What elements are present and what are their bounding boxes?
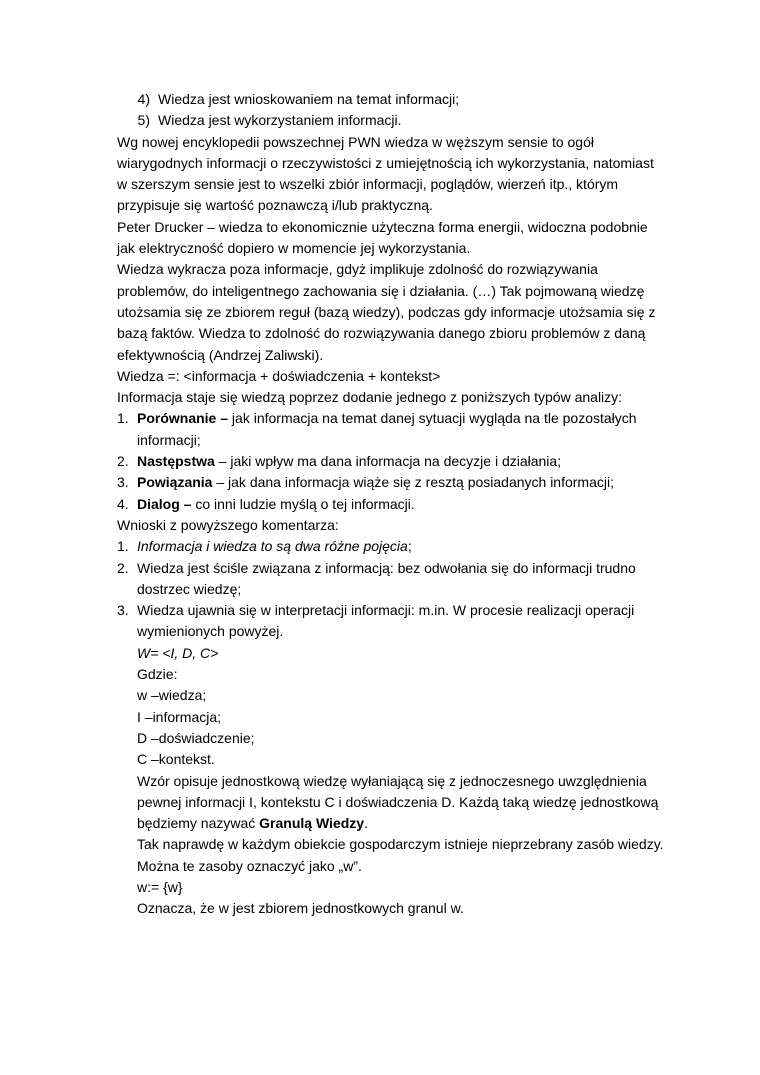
granule-suffix: . [364, 815, 368, 832]
conclusion-text: Wiedza ujawnia się w interpretacji informacji: m.in. W procesie realizacji operacji [137, 602, 635, 619]
list-number: 4. [117, 495, 129, 512]
paragraph-line: wiarygodnych informacji o rzeczywistości z umiejętnością ich wykorzystania, natomiast [117, 154, 654, 171]
conclusion-item [117, 600, 677, 621]
conclusion-continuation: dostrzec wiedzę; [137, 580, 242, 597]
paragraph-line: efektywnością (Andrzej Zaliwski). [117, 346, 324, 363]
list-item [117, 89, 677, 110]
definition-line: D –doświadczenie; [137, 729, 255, 746]
analysis-term: Dialog – [137, 495, 192, 512]
granule-line [117, 813, 677, 834]
list-text: Wiedza jest wykorzystaniem informacji. [158, 112, 402, 129]
analysis-item-continuation: informacji; [137, 431, 201, 448]
list-number: 1. [117, 538, 129, 555]
definition-line: I –informacja; [137, 708, 222, 725]
analysis-text: – jak dana informacja wiąże się z resztą posiadanych informacji; [212, 474, 614, 491]
list-number: 4) [137, 91, 150, 107]
conclusion-text: Wiedza jest ściśle związana z informacją: bez odwołania się do informacji trudno [137, 559, 636, 576]
conclusion-text: Informacja i wiedza to są dwa różne pojęcia [137, 538, 408, 555]
knowledge-formula: Wiedza =: <informacja + doświadczenia + kontekst> [117, 367, 441, 384]
analysis-item [117, 472, 677, 493]
list-number: 5) [137, 112, 150, 129]
list-item [117, 110, 677, 131]
analysis-item [117, 494, 677, 515]
conclusion-item [117, 536, 677, 557]
conclusion-continuation: wymienionych powyżej. [137, 623, 284, 640]
w-formula [117, 643, 677, 664]
resource-line: Tak naprawdę w każdym obiekcie gospodarczym istnieje nieprzebrany zasób wiedzy. [137, 836, 664, 853]
paragraph-line: utożsamia się ze zbiorem reguł (bazą wiedzy), podczas gdy informacje utożsamia się z [117, 303, 656, 320]
paragraph-line: Wiedza wykracza poza informacje, gdyż implikuje zdolność do rozwiązywania [117, 261, 598, 278]
definition-line: C –kontekst. [137, 751, 215, 768]
w-formula-text: W= <I, D, C> [137, 644, 219, 661]
list-number: 2. [117, 559, 129, 576]
analysis-text: co inni ludzie myślą o tej informacji. [191, 495, 415, 512]
analysis-item [117, 451, 677, 472]
granule-line: Wzór opisuje jednostkową wiedzę wyłaniającą się z jednoczesnego uwzględnienia [137, 772, 647, 789]
analysis-text: jak informacja na temat danej sytuacji wygląda na tle pozostałych [228, 410, 637, 427]
analysis-text: – jaki wpływ ma dana informacja na decyzje i działania; [214, 453, 562, 470]
analysis-term: Powiązania [137, 474, 213, 491]
paragraph-line: jak elektryczność dopiero w momencie jej wykorzystania. [117, 240, 471, 257]
paragraph-line: przypisuje się wartość poznawczą i/lub praktyczną. [117, 197, 433, 214]
paragraph-line: bazą faktów. Wiedza to zdolność do rozwiązywania danego zbioru problemów z daną [117, 325, 646, 342]
list-number: 2. [117, 453, 129, 470]
conclusion-suffix: ; [407, 538, 412, 555]
granule-prefix: będziemy nazywać [137, 815, 260, 832]
analysis-term: Porównanie – [137, 410, 229, 427]
where-label: Gdzie: [137, 666, 178, 683]
list-text: Wiedza jest wnioskowaniem na temat informacji; [158, 91, 460, 107]
paragraph-line: Wg nowej encyklopedii powszechnej PWN wiedza w węższym sensie to ogół [117, 133, 594, 150]
conclusions-intro: Wnioski z powyższego komentarza: [117, 516, 339, 533]
document-body [117, 89, 677, 920]
definition-line: w –wiedza; [137, 687, 207, 704]
analysis-term: Następstwa [137, 453, 215, 470]
set-formula: w:= {w} [137, 878, 183, 895]
list-number: 1. [117, 410, 129, 427]
conclusion-item [117, 558, 677, 579]
paragraph-line: problemów, do inteligentnego zachowania się i działania. (…) Tak pojmowaną wiedzę [117, 282, 645, 299]
resource-line: Można te zasoby oznaczyć jako „w”. [137, 857, 362, 874]
analysis-item [117, 408, 677, 429]
granule-line: pewnej informacji I, kontekstu C i doświadczenia D. Każdą taką wiedzę jednostkową [137, 793, 659, 810]
analysis-intro: Informacja staje się wiedzą poprzez dodanie jednego z poniższych typów analizy: [117, 389, 623, 406]
list-number: 3. [117, 602, 129, 619]
paragraph-line: w szerszym sensie jest to wszelki zbiór informacji, poglądów, wierzeń itp., którym [117, 176, 619, 193]
set-meaning: Oznacza, że w jest zbiorem jednostkowych granul w. [137, 900, 464, 917]
granule-term: Granulą Wiedzy [259, 815, 365, 832]
paragraph-line: Peter Drucker – wiedza to ekonomicznie użyteczna forma energii, widoczna podobnie [117, 218, 648, 235]
list-number: 3. [117, 474, 129, 491]
